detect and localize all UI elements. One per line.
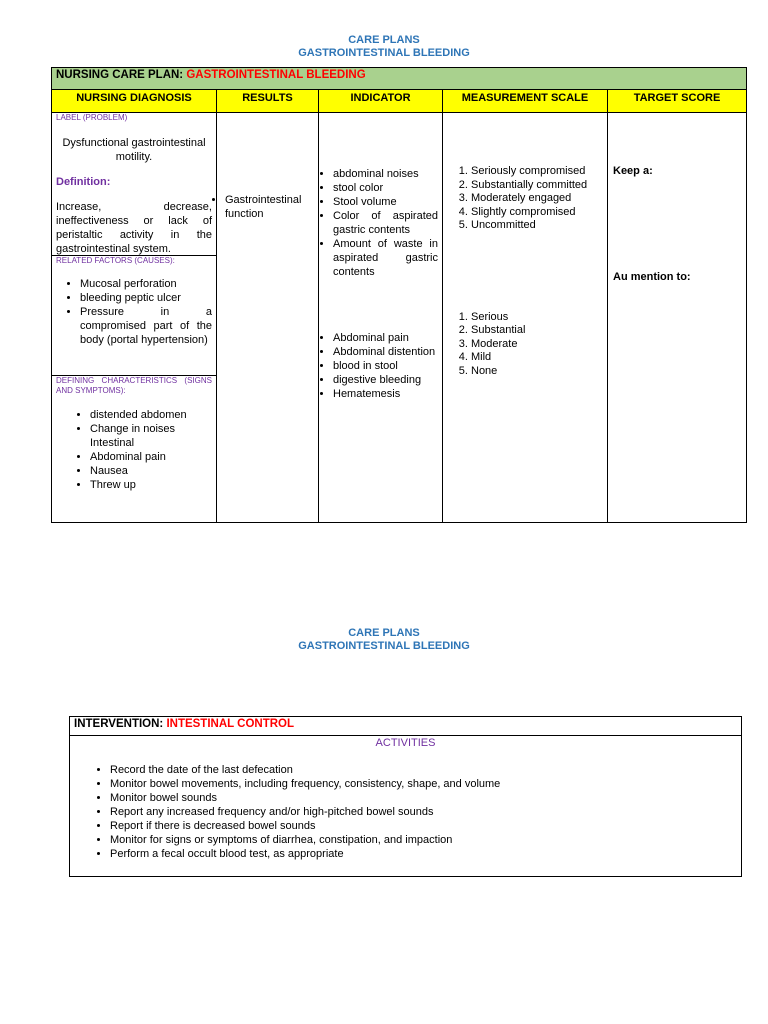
activities-heading: ACTIVITIES — [375, 737, 436, 749]
related-factors-list — [56, 277, 212, 347]
list-item: • Abdominal pain — [90, 450, 212, 464]
related-factors-section — [52, 256, 216, 376]
list-item: • bleeding peptic ulcer — [80, 291, 212, 305]
defining-characteristics-heading: DEFINING CHARACTERISTICS (SIGNS AND SYMPTOMS): — [56, 376, 212, 395]
col-header-target-score: TARGET SCORE — [608, 90, 747, 113]
list-item: • Nausea — [90, 464, 212, 478]
list-item: • Monitor for signs or symptoms of diarrhea, constipation, and impaction — [110, 833, 737, 847]
care-plan-table — [51, 67, 747, 523]
definition-text: Increase, decrease, ineffectiveness or lack of peristaltic activity in the gastrointestinal system. — [56, 201, 212, 255]
page2-subtitle: GASTROINTESTINAL BLEEDING — [298, 640, 470, 652]
target-score-2: Au mention to: — [613, 271, 691, 283]
target-score-1: Keep a: — [613, 165, 653, 177]
nursing-diagnosis-cell — [52, 113, 217, 523]
definition-heading: Definition: — [56, 176, 111, 188]
list-item: • Stool volume — [333, 195, 438, 209]
list-item: • distended abdomen — [90, 408, 212, 422]
list-item: 1. Serious — [471, 311, 607, 325]
list-item: • Color of aspirated gastric contents — [333, 209, 438, 237]
list-item: • Pressure in a compromised part of the body (portal hypertension) — [80, 305, 212, 347]
list-item: • Gastrointestinal function — [225, 193, 318, 221]
care-plan-title — [52, 68, 747, 90]
problem-text: Dysfunctional gastrointestinal motility. — [62, 137, 206, 163]
list-item: • digestive bleeding — [333, 373, 438, 387]
list-item: • Mucosal perforation — [80, 277, 212, 291]
list-item: 1. Seriously compromised — [471, 165, 607, 179]
care-plan-title-highlight: GASTROINTESTINAL BLEEDING — [186, 69, 366, 81]
col-header-nursing-diagnosis: NURSING DIAGNOSIS — [52, 90, 217, 113]
list-item: 3. Moderate — [471, 338, 607, 352]
list-item: • Perform a fecal occult blood test, as appropriate — [110, 847, 737, 861]
list-item: • abdominal noises — [333, 167, 438, 181]
intervention-title — [70, 717, 742, 736]
care-plan-header-row — [52, 90, 747, 113]
results-cell — [217, 113, 319, 523]
care-plan-title-prefix: NURSING CARE PLAN: — [56, 69, 187, 81]
page2-header — [0, 627, 768, 653]
col-header-results: RESULTS — [217, 90, 319, 113]
list-item: 4. Mild — [471, 351, 607, 365]
list-item: • blood in stool — [333, 359, 438, 373]
defining-characteristics-list — [56, 408, 212, 492]
list-item: • Threw up — [90, 478, 212, 492]
list-item: 2. Substantial — [471, 324, 607, 338]
results-list — [217, 193, 318, 221]
list-item: 5. None — [471, 365, 607, 379]
list-item: • Amount of waste in aspirated gastric contents — [333, 237, 438, 279]
list-item: 2. Substantially committed — [471, 179, 607, 193]
list-item: 5. Uncommitted — [471, 219, 607, 233]
label-heading: LABEL (PROBLEM) — [56, 113, 128, 122]
list-item: • Report if there is decreased bowel sounds — [110, 819, 737, 833]
list-item: • stool color — [333, 181, 438, 195]
care-plan-body-row — [52, 113, 747, 523]
list-item: 3. Moderately engaged — [471, 192, 607, 206]
list-item: • Monitor bowel sounds — [110, 791, 737, 805]
intervention-table — [69, 716, 742, 877]
list-item: • Report any increased frequency and/or high-pitched bowel sounds — [110, 805, 737, 819]
list-item: • Abdominal pain — [333, 331, 438, 345]
indicator-list-2 — [319, 331, 442, 401]
col-header-measurement-scale: MEASUREMENT SCALE — [443, 90, 608, 113]
page2-title: CARE PLANS — [348, 627, 420, 639]
activities-cell — [70, 736, 742, 877]
list-item: • Monitor bowel movements, including frequency, consistency, shape, and volume — [110, 777, 737, 791]
scale-list-1 — [443, 165, 607, 233]
scale-list-2 — [443, 311, 607, 379]
label-section — [52, 113, 216, 256]
indicator-list-1 — [319, 167, 442, 279]
intervention-title-highlight: INTESTINAL CONTROL — [166, 718, 294, 730]
list-item: • Change in noises Intestinal — [90, 422, 212, 450]
indicator-cell — [319, 113, 443, 523]
list-item: 4. Slightly compromised — [471, 206, 607, 220]
activities-list — [74, 763, 737, 861]
list-item: • Abdominal distention — [333, 345, 438, 359]
list-item: • Record the date of the last defecation — [110, 763, 737, 777]
page1-title: CARE PLANS — [348, 34, 420, 46]
page1-subtitle: GASTROINTESTINAL BLEEDING — [298, 47, 470, 59]
intervention-title-prefix: INTERVENTION: — [74, 718, 167, 730]
col-header-indicator: INDICATOR — [319, 90, 443, 113]
target-score-cell — [608, 113, 747, 523]
measurement-scale-cell — [443, 113, 608, 523]
defining-characteristics-section — [52, 376, 216, 492]
list-item: • Hematemesis — [333, 387, 438, 401]
page1-header — [0, 34, 768, 60]
related-factors-heading: RELATED FACTORS (CAUSES): — [56, 256, 175, 265]
